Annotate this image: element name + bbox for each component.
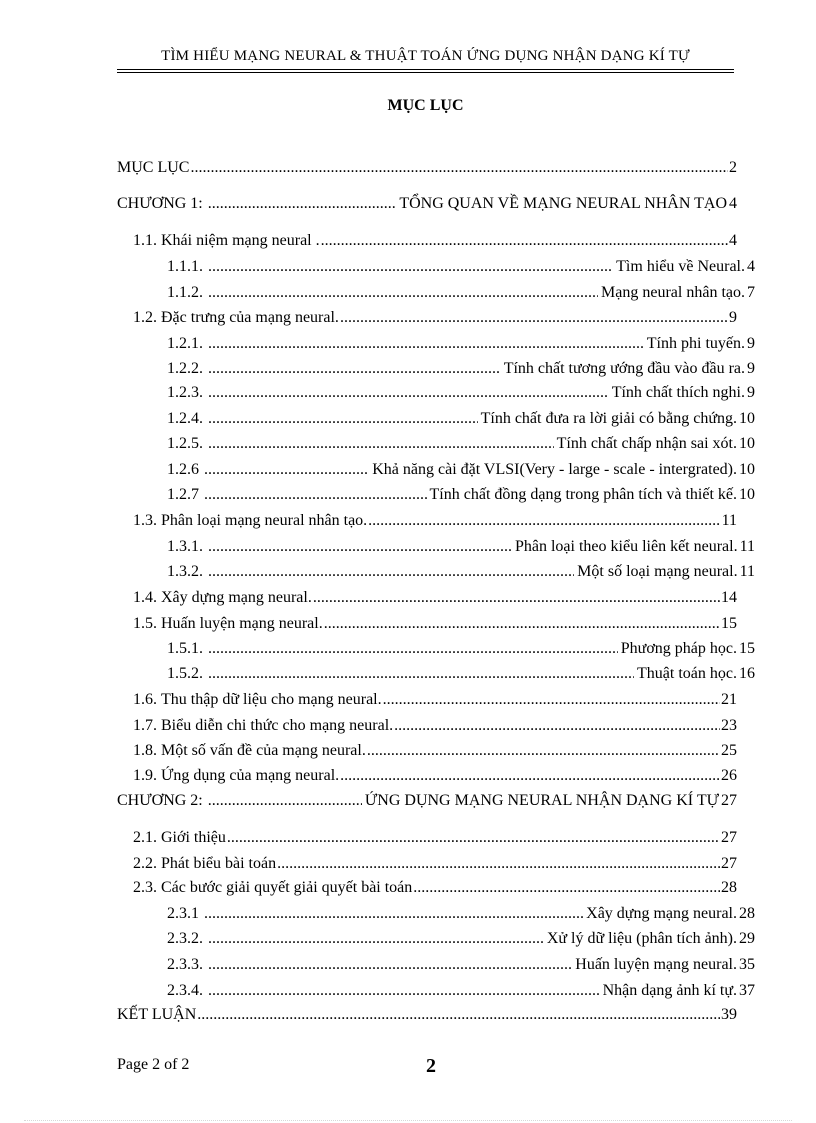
toc-entry-number: 1.2.7 bbox=[167, 486, 199, 503]
toc-entry-label: Phương pháp học. bbox=[620, 640, 737, 657]
toc-entry-number: 1.2.4. bbox=[167, 410, 203, 427]
toc-entry-page: 4 bbox=[729, 195, 737, 212]
toc-entry-number: 2.1. bbox=[133, 829, 157, 846]
toc-dot-leader bbox=[277, 855, 720, 873]
toc-dot-leader bbox=[208, 195, 397, 213]
toc-entry[interactable] bbox=[133, 879, 737, 901]
toc-entry-page: 29 bbox=[739, 930, 755, 947]
toc-entry[interactable] bbox=[167, 384, 755, 406]
toc-dot-leader bbox=[208, 640, 618, 658]
toc-entry[interactable] bbox=[167, 930, 755, 952]
toc-entry-label: Biểu diễn chi thức cho mạng neural. bbox=[161, 717, 394, 734]
toc-entry-label: Tìm hiểu về Neural. bbox=[616, 258, 745, 275]
toc-entry-page: 15 bbox=[721, 615, 737, 632]
toc-entry-label: Các bước giải quyết giải quyết bài toán bbox=[161, 879, 413, 896]
toc-entry-number: 2.3.4. bbox=[167, 982, 203, 999]
toc-entry-page: 26 bbox=[721, 767, 737, 784]
toc-entry[interactable] bbox=[167, 435, 755, 457]
toc-entry-label: Khả năng cài đặt VLSI(Very - large - scale - intergrated). bbox=[372, 461, 737, 478]
toc-entry-page: 37 bbox=[739, 982, 755, 999]
toc-entry-page: 27 bbox=[721, 855, 737, 872]
toc-entry[interactable] bbox=[133, 829, 737, 851]
toc-entry-page: 21 bbox=[721, 691, 737, 708]
running-header: TÌM HIỂU MẠNG NEURAL & THUẬT TOÁN ỨNG DỤNG NHẬN DẠNG KÍ TỰ bbox=[161, 48, 690, 64]
header-rule-bottom bbox=[117, 72, 734, 73]
toc-entry-number: 1.2. bbox=[133, 309, 157, 326]
toc-entry[interactable] bbox=[133, 855, 737, 877]
toc-entry-label: Huấn luyện mạng neural. bbox=[161, 615, 323, 632]
toc-entry-label: Một số vấn đề của mạng neural. bbox=[161, 742, 366, 759]
toc-entry-page: 10 bbox=[739, 435, 755, 452]
toc-dot-leader bbox=[208, 410, 478, 428]
toc-entry-label: Thu thập dữ liệu cho mạng neural. bbox=[161, 691, 382, 708]
toc-dot-leader bbox=[204, 905, 583, 923]
toc-entry-number: 1.2.5. bbox=[167, 435, 203, 452]
toc-entry[interactable] bbox=[167, 410, 755, 432]
toc-entry-page: 27 bbox=[721, 792, 737, 809]
toc-entry-label: Phát biểu bài toán bbox=[161, 855, 277, 872]
toc-entry-page: 15 bbox=[739, 640, 755, 657]
toc-entry-page: 4 bbox=[747, 258, 755, 275]
toc-dot-leader bbox=[204, 486, 427, 504]
toc-entry-number: 1.5.1. bbox=[167, 640, 203, 657]
toc-entry-label: Nhận dạng ảnh kí tự. bbox=[602, 982, 737, 999]
toc-dot-leader bbox=[208, 792, 362, 810]
toc-dot-leader bbox=[394, 717, 720, 735]
toc-dot-leader bbox=[208, 384, 609, 402]
toc-entry[interactable] bbox=[167, 640, 755, 662]
toc-dot-leader bbox=[340, 767, 720, 785]
toc-entry-page: 25 bbox=[721, 742, 737, 759]
toc-entry-page: 2 bbox=[729, 159, 737, 176]
toc-entry-page: 11 bbox=[739, 563, 755, 580]
toc-entry-number: CHƯƠNG 2: bbox=[117, 792, 203, 809]
toc-entry[interactable] bbox=[167, 905, 755, 927]
toc-entry[interactable] bbox=[117, 792, 737, 814]
toc-entry[interactable] bbox=[167, 284, 755, 306]
toc-entry-page: 10 bbox=[739, 410, 755, 427]
toc-entry-number: 1.2.6 bbox=[167, 461, 199, 478]
toc-dot-leader bbox=[208, 258, 613, 276]
toc-entry-number: 2.3.3. bbox=[167, 956, 203, 973]
toc-entry-label: Một số loại mạng neural. bbox=[577, 563, 738, 580]
toc-entry[interactable] bbox=[117, 159, 737, 181]
toc-entry-number: 1.9. bbox=[133, 767, 157, 784]
toc-entry-number: CHƯƠNG 1: bbox=[117, 195, 203, 212]
toc-entry-page: 9 bbox=[747, 335, 755, 352]
toc-entry-number: 1.5.2. bbox=[167, 665, 203, 682]
toc-dot-leader bbox=[313, 589, 720, 607]
toc-entry[interactable] bbox=[133, 615, 737, 637]
toc-entry-number: 1.1.2. bbox=[167, 284, 203, 301]
toc-dot-leader bbox=[413, 879, 720, 897]
toc-dot-leader bbox=[190, 159, 728, 177]
toc-entry[interactable] bbox=[167, 538, 755, 560]
toc-entry-page: 7 bbox=[747, 284, 755, 301]
toc-entry-page: 23 bbox=[721, 717, 737, 734]
toc-entry[interactable] bbox=[133, 512, 737, 534]
toc-entry-label: Mạng neural nhân tạo. bbox=[601, 284, 745, 301]
toc-entry-label: Phân loại theo kiểu liên kết neural. bbox=[514, 538, 738, 555]
toc-dot-leader bbox=[208, 538, 512, 556]
toc-entry-number: 1.5. bbox=[133, 615, 157, 632]
toc-entry-label: Tính chất đưa ra lời giải có bằng chứng. bbox=[480, 410, 737, 427]
toc-entry-number: 1.2.3. bbox=[167, 384, 203, 401]
toc-entry[interactable] bbox=[133, 742, 737, 764]
toc-entry[interactable] bbox=[167, 563, 755, 585]
toc-entry-label: Tính chất tương ướng đầu vào đầu ra. bbox=[503, 360, 745, 377]
toc-entry-number: 1.3.1. bbox=[167, 538, 203, 555]
toc-dot-leader bbox=[208, 956, 572, 974]
page-bottom-edge bbox=[24, 1120, 792, 1121]
toc-entry-number: 1.1. bbox=[133, 232, 157, 249]
footer-page-number: 2 bbox=[426, 1055, 436, 1077]
toc-dot-leader bbox=[321, 232, 728, 250]
toc-dot-leader bbox=[208, 930, 544, 948]
toc-entry-page: 10 bbox=[739, 486, 755, 503]
toc-entry-label: KẾT LUẬN bbox=[117, 1006, 197, 1023]
toc-entry-label: Tính chất thích nghi. bbox=[611, 384, 745, 401]
toc-entry-page: 11 bbox=[739, 538, 755, 555]
toc-dot-leader bbox=[208, 284, 598, 302]
toc-entry-number: 1.8. bbox=[133, 742, 157, 759]
toc-entry-label: Huấn luyện mạng neural. bbox=[575, 956, 737, 973]
toc-entry[interactable] bbox=[133, 309, 737, 331]
toc-entry[interactable] bbox=[167, 486, 755, 508]
toc-entry[interactable] bbox=[167, 360, 755, 382]
toc-dot-leader bbox=[324, 615, 720, 633]
toc-entry[interactable] bbox=[167, 956, 755, 978]
toc-entry-label: Tính chất đồng dạng trong phân tích và thiết kế. bbox=[429, 486, 737, 503]
toc-entry-label: Tính chất chấp nhận sai xót. bbox=[556, 435, 737, 452]
toc-dot-leader bbox=[340, 309, 728, 327]
toc-dot-leader bbox=[367, 742, 720, 760]
toc-entry-number: 1.6. bbox=[133, 691, 157, 708]
toc-entry-number: 1.4. bbox=[133, 589, 157, 606]
toc-entry-page: 10 bbox=[739, 461, 755, 478]
toc-title: MỤC LỤC bbox=[387, 97, 464, 114]
toc-entry-label: Đặc trưng của mạng neural. bbox=[161, 309, 339, 326]
toc-entry-label: TỔNG QUAN VỀ MẠNG NEURAL NHÂN TẠO bbox=[399, 195, 727, 212]
toc-entry-page: 28 bbox=[739, 905, 755, 922]
toc-entry[interactable] bbox=[167, 982, 755, 1004]
toc-entry[interactable] bbox=[167, 461, 755, 483]
toc-entry-label: Giới thiệu bbox=[161, 829, 226, 846]
toc-dot-leader bbox=[208, 435, 554, 453]
toc-entry-number: 2.3.2. bbox=[167, 930, 203, 947]
toc-entry-number: 1.7. bbox=[133, 717, 157, 734]
toc-entry-label: Thuật toán học. bbox=[637, 665, 737, 682]
toc-dot-leader bbox=[204, 461, 369, 479]
toc-entry-page: 16 bbox=[739, 665, 755, 682]
toc-entry-number: 1.3.2. bbox=[167, 563, 203, 580]
toc-entry-label: Phân loại mạng neural nhân tạo. bbox=[161, 512, 368, 529]
header-rule-top bbox=[117, 69, 734, 70]
toc-entry-label: Khái niệm mạng neural . bbox=[161, 232, 320, 249]
footer-page-label: Page 2 of 2 bbox=[117, 1056, 190, 1073]
toc-entry-label: Ứng dụng của mạng neural. bbox=[161, 767, 340, 784]
toc-entry[interactable] bbox=[133, 691, 737, 713]
toc-entry-label: Xử lý dữ liệu (phân tích ảnh). bbox=[546, 930, 737, 947]
toc-entry-page: 28 bbox=[721, 879, 737, 896]
toc-entry[interactable] bbox=[167, 258, 755, 280]
toc-entry-page: 27 bbox=[721, 829, 737, 846]
toc-entry-page: 14 bbox=[721, 589, 737, 606]
toc-entry[interactable] bbox=[133, 232, 737, 254]
toc-entry[interactable] bbox=[117, 1006, 737, 1028]
toc-entry-page: 4 bbox=[729, 232, 737, 249]
toc-entry-page: 9 bbox=[729, 309, 737, 326]
toc-dot-leader bbox=[208, 335, 644, 353]
toc-entry-label: Tính phi tuyến. bbox=[646, 335, 745, 352]
toc-dot-leader bbox=[383, 691, 720, 709]
toc-entry-page: 39 bbox=[721, 1006, 737, 1023]
toc-dot-leader bbox=[227, 829, 720, 847]
toc-entry-number: 1.1.1. bbox=[167, 258, 203, 275]
toc-dot-leader bbox=[208, 360, 501, 378]
toc-entry[interactable] bbox=[167, 335, 755, 357]
toc-entry-label: Xây dựng mạng neural. bbox=[161, 589, 312, 606]
toc-dot-leader bbox=[208, 982, 600, 1000]
toc-entry-label: ỨNG DỤNG MẠNG NEURAL NHẬN DẠNG KÍ TỰ bbox=[364, 792, 719, 809]
toc-dot-leader bbox=[208, 665, 634, 683]
toc-entry[interactable] bbox=[133, 767, 737, 789]
toc-entry-page: 9 bbox=[747, 360, 755, 377]
toc-entry-page: 9 bbox=[747, 384, 755, 401]
toc-entry-number: 2.3.1 bbox=[167, 905, 199, 922]
toc-dot-leader bbox=[208, 563, 574, 581]
toc-entry-label: MỤC LỤC bbox=[117, 159, 190, 176]
toc-entry-label: Xây dựng mạng neural. bbox=[586, 905, 737, 922]
toc-entry[interactable] bbox=[117, 195, 737, 217]
toc-entry[interactable] bbox=[133, 589, 737, 611]
toc-entry-page: 11 bbox=[721, 512, 737, 529]
toc-dot-leader bbox=[368, 512, 720, 530]
toc-entry-number: 1.2.2. bbox=[167, 360, 203, 377]
toc-entry-number: 2.2. bbox=[133, 855, 157, 872]
toc-entry[interactable] bbox=[167, 665, 755, 687]
toc-entry-number: 1.2.1. bbox=[167, 335, 203, 352]
toc-entry[interactable] bbox=[133, 717, 737, 739]
toc-entry-page: 35 bbox=[739, 956, 755, 973]
toc-entry-number: 2.3. bbox=[133, 879, 157, 896]
toc-entry-number: 1.3. bbox=[133, 512, 157, 529]
toc-dot-leader bbox=[197, 1006, 720, 1024]
